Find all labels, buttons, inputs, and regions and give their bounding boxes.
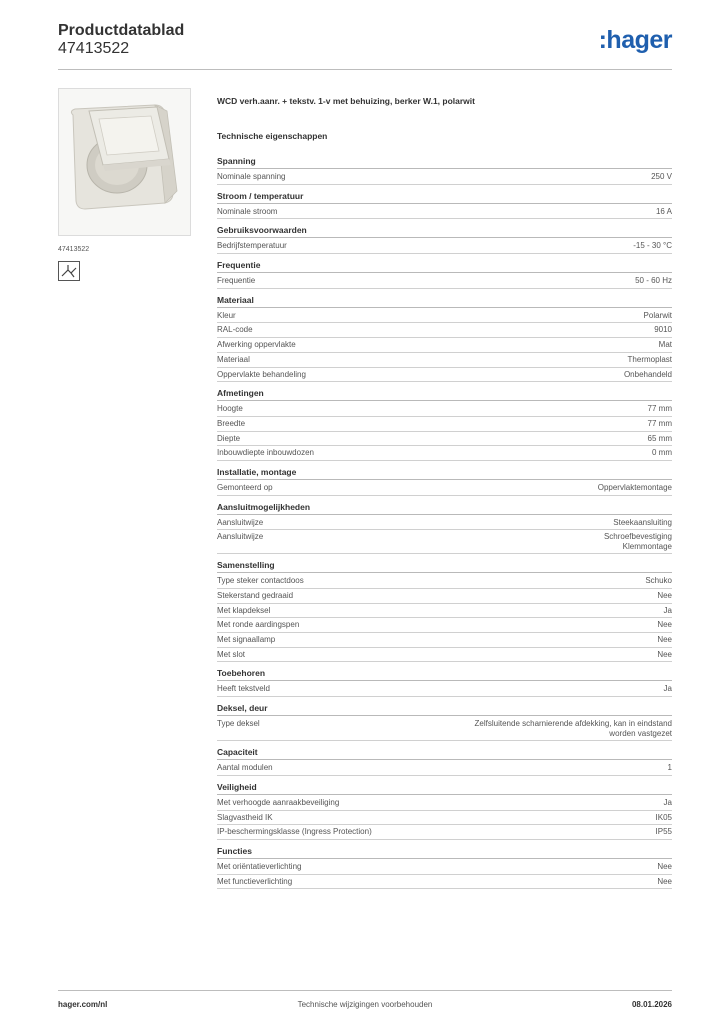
spec-value: Zelfsluitende scharnierende afdekking, kan in eindstand worden vastgezet (474, 719, 672, 739)
image-caption: 47413522 (58, 246, 90, 253)
section-title: Afmetingen (217, 386, 672, 401)
product-description: WCD verh.aanr. + tekstv. 1-v met behuizing, berker W.1, polarwit (217, 96, 475, 106)
spec-label: Frequentie (217, 276, 256, 286)
spec-label: Met ronde aardingspen (217, 620, 300, 630)
spec-value: 250 V (651, 172, 672, 181)
spec-value: 77 mm (647, 404, 672, 414)
spec-section (217, 780, 672, 840)
installation-symbol-icon (58, 261, 80, 281)
spec-label: Heeft tekstveld (217, 684, 270, 694)
spec-label: Type deksel (217, 719, 260, 729)
spec-label: Aantal modulen (217, 763, 273, 773)
socket-illustration (59, 89, 190, 235)
spec-value: Schuko (645, 576, 672, 586)
spec-label: Aansluitwijze (217, 517, 264, 527)
spec-label: Met oriëntatieverlichting (217, 861, 302, 871)
spec-label: Nominale stroom (217, 206, 278, 216)
spec-row (217, 417, 672, 432)
spec-label: Met signaallamp (217, 635, 276, 645)
spec-section (217, 386, 672, 461)
spec-label: Slagvastheid IK (217, 812, 273, 822)
section-title: Capaciteit (217, 745, 672, 760)
spec-label: Met klapdeksel (217, 605, 271, 615)
spec-section (217, 500, 672, 555)
spec-row (217, 604, 672, 619)
spec-value: 77 mm (647, 418, 672, 428)
spec-row (217, 446, 672, 461)
spec-section (217, 844, 672, 889)
section-title: Functies (217, 844, 672, 859)
spec-section (217, 701, 672, 741)
product-number: 47413522 (58, 40, 130, 57)
spec-label: IP-beschermingsklasse (Ingress Protection) (217, 827, 372, 837)
hager-logo: :hager (598, 26, 672, 54)
spec-row (217, 811, 672, 826)
spec-row (217, 530, 672, 554)
spec-row (217, 589, 672, 604)
spec-label: Oppervlakte behandeling (217, 369, 306, 379)
spec-label: Stekerstand gedraaid (217, 591, 294, 600)
spec-label: Bedrijfstemperatuur (217, 241, 287, 251)
spec-label: Aansluitwijze (217, 532, 264, 542)
spec-row (217, 368, 672, 383)
spec-value: Nee (657, 649, 672, 659)
spec-row (217, 402, 672, 417)
spec-label: Met verhoogde aanraakbeveiliging (217, 797, 340, 807)
spec-label: Afwerking oppervlakte (217, 340, 296, 350)
spec-label: Diepte (217, 433, 241, 443)
spec-row (217, 481, 672, 496)
section-title: Spanning (217, 154, 672, 169)
section-title: Toebehoren (217, 666, 672, 681)
section-title: Gebruiksvoorwaarden (217, 223, 672, 238)
spec-value: Schroefbevestiging Klemmontage (603, 532, 672, 552)
spec-row (217, 239, 672, 254)
spec-value: Ja (663, 684, 672, 694)
spec-value: IK05 (655, 812, 672, 822)
spec-section (217, 258, 672, 289)
spec-section (217, 465, 672, 496)
spec-row (217, 516, 672, 531)
spec-value: Polarwit (643, 310, 672, 320)
left-column (58, 88, 193, 281)
spec-label: Materiaal (217, 354, 250, 364)
footer-website: hager.com/nl (58, 1000, 108, 1009)
spec-row (217, 432, 672, 447)
section-title: Installatie, montage (217, 465, 672, 480)
section-title: Frequentie (217, 258, 672, 273)
spec-row (217, 618, 672, 633)
spec-row (217, 717, 672, 741)
spec-label: Gemonteerd op (217, 482, 273, 492)
spec-sections (217, 154, 672, 889)
spec-section (217, 293, 672, 382)
spec-section (217, 745, 672, 776)
spec-label: RAL-code (217, 325, 253, 335)
spec-row (217, 648, 672, 663)
spec-row (217, 574, 672, 589)
page-footer (58, 990, 672, 1014)
spec-value: 9010 (654, 325, 672, 335)
spec-row (217, 796, 672, 811)
spec-value: Nee (657, 591, 672, 600)
spec-section (217, 154, 672, 185)
page-header (58, 20, 672, 70)
product-image (58, 88, 191, 236)
spec-value: 16 A (655, 206, 672, 216)
spec-value: -15 - 30 °C (633, 241, 672, 251)
document-title: Productdatablad (58, 22, 185, 39)
section-title: Stroom / temperatuur (217, 189, 672, 204)
section-title: Samenstelling (217, 558, 672, 573)
spec-label: Hoogte (217, 404, 243, 414)
section-title: Deksel, deur (217, 701, 672, 716)
spec-label: Nominale spanning (217, 172, 286, 181)
spec-value: Nee (657, 861, 672, 871)
section-title: Veiligheid (217, 780, 672, 795)
spec-value: Nee (657, 635, 672, 645)
footer-disclaimer: Technische wijzigingen voorbehouden (297, 1000, 433, 1009)
spec-value: Oppervlaktemontage (597, 482, 672, 492)
spec-value: Ja (663, 797, 672, 807)
spec-row (217, 761, 672, 776)
spec-row (217, 682, 672, 697)
spec-row (217, 633, 672, 648)
spec-row (217, 875, 672, 890)
spec-label: Met functieverlichting (217, 876, 293, 886)
spec-row (217, 205, 672, 220)
spec-value: IP55 (655, 827, 672, 837)
spec-value: Nee (657, 876, 672, 886)
spec-value: Onbehandeld (623, 369, 672, 379)
spec-row (217, 170, 672, 185)
spec-row (217, 860, 672, 875)
spec-row (217, 353, 672, 368)
footer-date: 08.01.2026 (631, 1000, 672, 1009)
spec-label: Kleur (217, 310, 236, 320)
spec-row (217, 274, 672, 289)
spec-section (217, 666, 672, 697)
spec-label: Inbouwdiepte inbouwdozen (217, 448, 314, 458)
spec-section (217, 189, 672, 220)
main-content (217, 95, 672, 889)
spec-row (217, 323, 672, 338)
spec-value: Steekaansluiting (613, 517, 672, 527)
spec-section (217, 223, 672, 254)
spec-section (217, 558, 672, 662)
spec-label: Met slot (217, 649, 246, 659)
spec-value: Ja (663, 605, 672, 615)
spec-value: Thermoplast (627, 354, 672, 364)
spec-heading: Technische eigenschappen (217, 131, 328, 141)
spec-value: 0 mm (652, 448, 672, 458)
spec-label: Type steker contactdoos (217, 576, 304, 586)
spec-label: Breedte (217, 418, 246, 428)
section-title: Materiaal (217, 293, 672, 308)
spec-value: Nee (657, 620, 672, 630)
spec-row (217, 825, 672, 840)
spec-value: 50 - 60 Hz (635, 276, 672, 286)
spec-value: Mat (658, 340, 672, 350)
spec-row (217, 338, 672, 353)
spec-value: 65 mm (647, 433, 672, 443)
spec-value: 1 (667, 763, 672, 773)
section-title: Aansluitmogelijkheden (217, 500, 672, 515)
spec-row (217, 309, 672, 324)
